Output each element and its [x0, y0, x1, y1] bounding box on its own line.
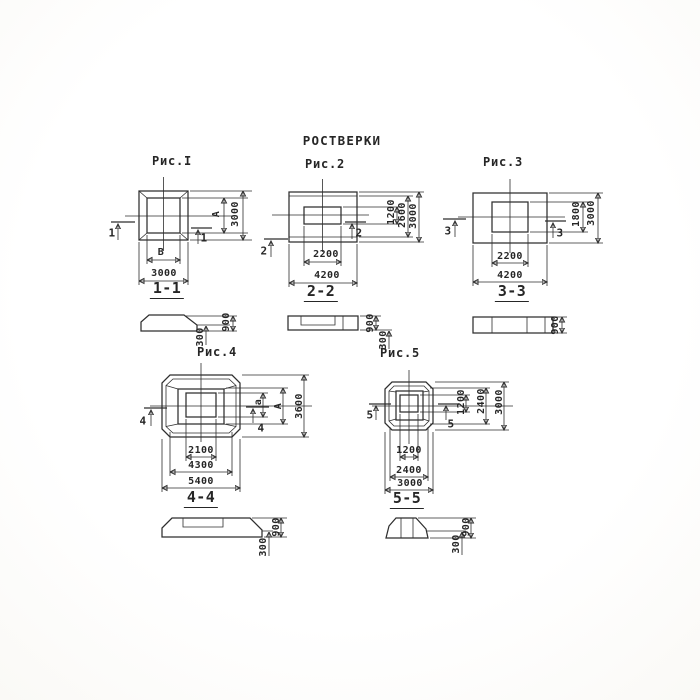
fig2-cut-mark-left: 2: [260, 244, 268, 258]
fig5-dim-inner-width: 1200: [396, 445, 422, 456]
fig3-dim-inner-width: 2200: [497, 251, 523, 262]
fig5-dim-mid-width: 2400: [396, 465, 422, 476]
fig2-label: Рис.2: [304, 157, 346, 171]
fig2-section-dim-step: 300: [378, 330, 389, 350]
fig4-dim-mid-width: 4300: [188, 460, 214, 471]
fig3-cut-mark-inner: 3: [556, 226, 564, 240]
fig5-section-dim-total: 900: [461, 517, 472, 537]
fig2-section-label: 2-2: [304, 284, 338, 302]
fig2-section: [288, 316, 392, 349]
fig3-section-dim-total: 900: [550, 315, 561, 335]
fig3-plan: [443, 179, 603, 286]
fig1-section-label: 1-1: [150, 281, 184, 299]
fig5-cut-mark-inner: 5: [447, 417, 455, 431]
fig4-plan: [144, 363, 312, 492]
fig5-dim-outer-height: 3000: [494, 389, 505, 415]
fig3-cut-mark-left: 3: [444, 224, 452, 238]
fig4-dim-outer-height: 3600: [294, 393, 305, 419]
fig1-section-dim-total: 900: [221, 312, 232, 332]
fig5-dim-outer-width: 3000: [397, 478, 423, 489]
fig1-dim-inner-height: А: [211, 210, 222, 218]
fig4-section-dim-step: 300: [258, 537, 269, 557]
fig1-dim-inner-width: В: [157, 247, 165, 258]
fig1-cut-mark-left: 1: [108, 226, 116, 240]
fig5-section-label: 5-5: [390, 491, 424, 509]
fig1-label: Рис.I: [151, 154, 193, 168]
fig4-cut-mark-left: 4: [139, 414, 147, 428]
fig5-dim-mid-height: 2400: [476, 388, 487, 414]
fig4-section-dim-total: 900: [271, 517, 282, 537]
fig4-dim-inner-width: 2100: [188, 445, 214, 456]
fig5-cut-mark-left: 5: [366, 408, 374, 422]
fig2-section-dim-total: 900: [365, 313, 376, 333]
fig1-dim-outer-height: 3000: [230, 201, 241, 227]
fig2-cut-mark-inner: 2: [355, 226, 363, 240]
fig2-plan: [264, 179, 424, 287]
fig4-cut-mark-inner: 4: [257, 421, 265, 435]
fig1-dim-outer-width: 3000: [151, 268, 177, 279]
fig2-dim-outer-width: 4200: [314, 270, 340, 281]
fig5-section-dim-step: 300: [451, 534, 462, 554]
fig5-label: Рис.5: [379, 346, 421, 360]
fig5-plan: [369, 370, 513, 494]
fig4-dim-outer-width: 5400: [188, 476, 214, 487]
fig4-dim-inner-height: а: [253, 398, 264, 406]
fig4-dim-mid-height: А: [273, 402, 284, 410]
fig3-label: Рис.3: [482, 155, 524, 169]
drawing-title: РОСТВЕРКИ: [302, 132, 382, 148]
fig4-section-label: 4-4: [184, 490, 218, 508]
fig2-dim-inner-height: 1200: [386, 199, 397, 225]
fig4-label: Рис.4: [196, 345, 238, 359]
fig3-section-label: 3-3: [495, 284, 529, 302]
fig3-dim-outer-height: 3000: [586, 200, 597, 226]
fig2-dim-outer-height: 3000: [408, 203, 419, 229]
fig1-cut-mark-inner: 1: [200, 231, 208, 245]
fig3-dim-inner-height: 1800: [571, 201, 582, 227]
fig1-plan: [111, 177, 252, 285]
fig1-section-dim-step: 300: [195, 327, 206, 347]
fig5-dim-inner-height: 1200: [456, 389, 467, 415]
fig2-dim-mid-height: 2600: [397, 202, 408, 228]
fig3-dim-outer-width: 4200: [497, 270, 523, 281]
fig2-dim-inner-width: 2200: [313, 249, 339, 260]
